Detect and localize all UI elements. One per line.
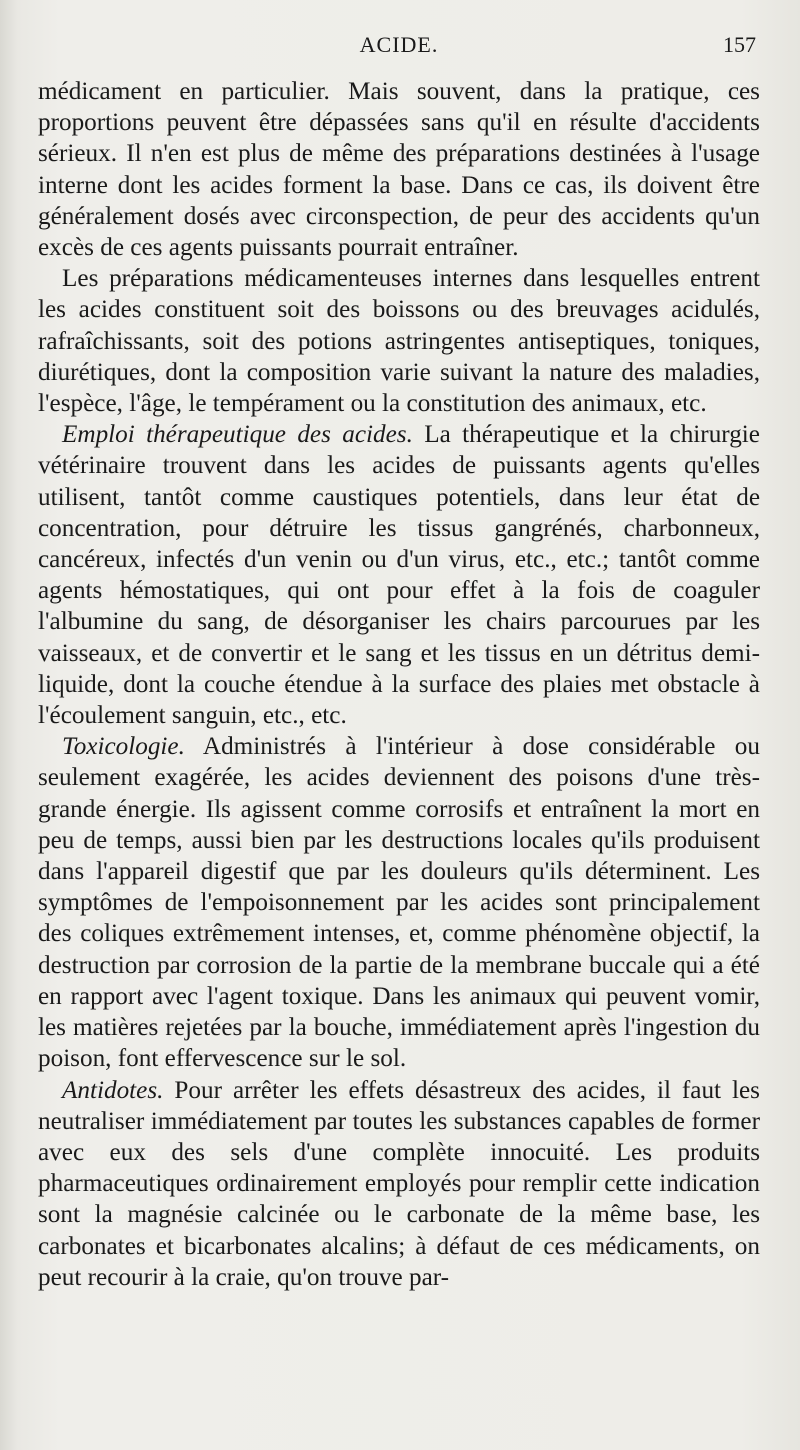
page-number: 157 [723,32,756,57]
paragraph-antidotes [38,1075,760,1293]
paragraph-lead: Emploi thérapeutique des acides. [62,421,413,449]
paragraph-text: Administrés à l'intérieur à dose considérable ou seulement exagérée, les acides deviennent des poisons d'une très-grande énergie. Ils agissent comme corrosifs et entraînent la mort en peu de temps, aussi bien par les destructions locales qu'ils produisent dans l'appareil digestif que par les douleurs qu'ils déterminent. Les symptômes de l'empoisonnement par les acides sont principalement des coliques extrêmement intenses, et, comme phénomène objectif, la destruction par corrosion de la partie de la membrane buccale qui a été en rapport avec l'agent toxique. Dans les animaux qui peuvent vomir, les matières rejetées par la bouche, immédiatement après l'ingestion du poison, font effervescence sur le sol. [38,733,760,1073]
running-head [38,30,760,64]
paragraph-lead: Antidotes. [62,1076,164,1104]
paragraph-therapeutic-use [38,419,760,731]
paragraph-text: Pour arrêter les effets désastreux des acides, il faut les neutraliser immédiatement par toutes les substances capables de former avec eux des sels d'une complète innocuité. Les produits pharmaceutiques ordinairement employés pour remplir cette indication sont la magnésie calcinée ou le carbonate de la même base, les carbonates et bicarbonates alcalins; à défaut de ces médicaments, on peut recourir à la craie, qu'on trouve par- [38,1076,760,1291]
paragraph-text: Les préparations médicamenteuses internes dans lesquelles entrent les acides constituent soit des boissons ou des breuvages acidulés, rafraîchissants, soit des potions astringentes antiseptiques, toniques, diurétiques, dont la composition varie suivant la nature des maladies, l'espèce, l'âge, le tempérament ou la constitution des animaux, etc. [38,265,760,418]
paragraph-preparations [38,263,760,419]
paragraph-text: médicament en particulier. Mais souvent, dans la pratique, ces proportions peuvent être dépassées sans qu'il en résulte d'accidents sérieux. Il n'en est plus de même des préparations destinées à l'usage interne dont les acides forment la base. Dans ce cas, ils doivent être généralement dosés avec circonspection, de peur des accidents qu'un excès de ces agents puissants pourrait entraîner. [38,78,760,262]
body-text [38,76,760,1293]
paragraph-lead: Toxicologie. [62,733,185,761]
paragraph-toxicology [38,731,760,1074]
paragraph-continuation [38,76,760,263]
running-title: ACIDE. [359,32,439,57]
paragraph-text: La thérapeutique et la chirurgie vétérinaire trouvent dans les acides de puissants agents qu'elles utilisent, tantôt comme caustiques potentiels, dans leur état de concentration, pour détruire les tissus gangrénés, charbonneux, cancéreux, infectés d'un venin ou d'un virus, etc., etc.; tantôt comme agents hémostatiques, qui ont pour effet à la fois de coaguler l'albumine du sang, de désorganiser les chairs parcourues par les vaisseaux, et de convertir et le sang et les tissus en un détritus demi-liquide, dont la couche étendue à la surface des plaies met obstacle à l'écoulement sanguin, etc., etc. [38,421,760,730]
